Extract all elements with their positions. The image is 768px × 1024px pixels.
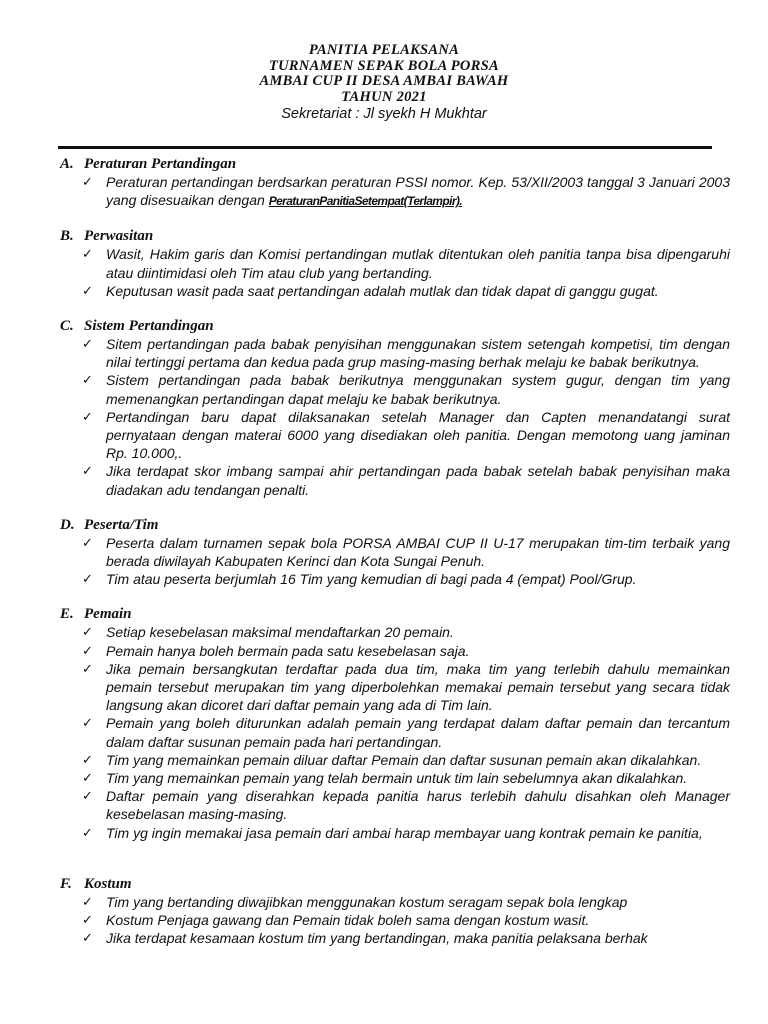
section-heading: Peserta/Tim bbox=[84, 516, 159, 533]
section-heading: Sistem Pertandingan bbox=[84, 318, 214, 335]
list-item-text: Daftar pemain yang diserahkan kepada panitia harus terlebih dahulu disahkan oleh Manager kesebelasan masing-masing. bbox=[106, 788, 730, 823]
checkmark-icon: ✓ bbox=[82, 282, 93, 298]
spacer bbox=[58, 842, 730, 858]
list-item-text: Tim yang memainkan pemain diluar daftar Pemain dan daftar susunan pemain akan dikalahkan. bbox=[106, 751, 702, 768]
section-list bbox=[58, 534, 730, 589]
section-list bbox=[58, 173, 730, 210]
checkmark-icon: ✓ bbox=[82, 372, 93, 388]
header-line-4: TAHUN 2021 bbox=[341, 88, 427, 105]
list-item-text: Jika terdapat skor imbang sampai ahir pertandingan pada babak setelah babak penyisihan maka diadakan adu tendangan penalti. bbox=[106, 463, 730, 498]
list-item bbox=[58, 769, 730, 787]
list-item bbox=[58, 408, 730, 463]
checkmark-icon: ✓ bbox=[82, 715, 93, 731]
header-line-3: AMBAI CUP II DESA AMBAI BAWAH bbox=[259, 73, 509, 89]
list-item-text: Wasit, Hakim garis dan Komisi pertandingan mutlak ditentukan oleh panitia tanpa bisa dipengaruhi atau diintimidasi oleh Tim atau club yang bertanding. bbox=[106, 246, 730, 281]
list-item-text: Pertandingan baru dapat dilaksanakan setelah Manager dan Capten menandatangi surat pernyataan dengan materai 6000 yang disediakan oleh panitia. Dengan memotong uang jaminan Rp. 10.000,. bbox=[106, 408, 730, 462]
checkmark-icon: ✓ bbox=[82, 770, 93, 786]
list-item-text: Peraturan pertandingan berdsarkan peraturan PSSI nomor. Kep. 53/XII/2003 tanggal 3 Januari 2003 yang disesuaikan dengan bbox=[106, 174, 730, 209]
section-heading: Perwasitan bbox=[84, 228, 154, 245]
section-letter: E. bbox=[60, 606, 74, 623]
list-item-text: Pemain yang boleh diturunkan adalah pemain yang terdapat dalam daftar pemain dan tercantum dalam daftar susunan pemain pada hari pertandingan. bbox=[106, 715, 730, 750]
list-item-suffix: PeraturanPanitiaSetempat(Terlampir). bbox=[268, 194, 463, 209]
list-item bbox=[58, 245, 730, 281]
list-item bbox=[58, 911, 730, 929]
section-list bbox=[58, 335, 730, 499]
checkmark-icon: ✓ bbox=[82, 824, 93, 840]
section-list bbox=[58, 245, 730, 300]
document-header bbox=[0, 43, 768, 123]
checkmark-icon: ✓ bbox=[82, 660, 93, 676]
section-title bbox=[58, 155, 730, 173]
list-item bbox=[58, 787, 730, 823]
list-item-text: Setiap kesebelasan maksimal mendaftarkan 20 pemain. bbox=[106, 624, 454, 641]
checkmark-icon: ✓ bbox=[82, 336, 93, 352]
checkmark-icon: ✓ bbox=[82, 463, 93, 479]
section-letter: D. bbox=[60, 516, 75, 533]
list-item-text: Sistem pertandingan pada babak berikutnya menggunakan system gugur, dengan tim yang memenangkan pertandingan dapat melaju ke babak berikutnya. bbox=[106, 372, 730, 407]
checkmark-icon: ✓ bbox=[82, 788, 93, 804]
list-item-text: Sitem pertandingan pada babak penyisihan menggunakan sistem setengah kompetisi, tim dengan nilai tertinggi pertama dan kedua pada grup masing-masing berhak melaju ke babak berikutnya. bbox=[106, 336, 730, 371]
checkmark-icon: ✓ bbox=[82, 534, 93, 550]
section-title bbox=[58, 317, 730, 335]
list-item bbox=[58, 824, 730, 842]
section-title bbox=[58, 875, 730, 893]
list-item bbox=[58, 570, 730, 588]
section-pemain bbox=[58, 605, 730, 857]
section-title bbox=[58, 227, 730, 245]
list-item-text: Tim yg ingin memakai jasa pemain dari ambai harap membayar uang kontrak pemain ke panitia, bbox=[106, 824, 703, 841]
list-item bbox=[58, 335, 730, 371]
list-item bbox=[58, 623, 730, 641]
section-letter: B. bbox=[60, 228, 74, 245]
checkmark-icon: ✓ bbox=[82, 912, 93, 928]
list-item bbox=[58, 462, 730, 498]
list-item bbox=[58, 714, 730, 750]
section-sistem-pertandingan bbox=[58, 317, 730, 499]
header-divider bbox=[58, 146, 712, 149]
section-letter: A. bbox=[60, 156, 74, 172]
list-item-text: Kostum Penjaga gawang dan Pemain tidak boleh sama dengan kostum wasit. bbox=[106, 912, 590, 929]
list-item bbox=[58, 929, 730, 947]
checkmark-icon: ✓ bbox=[82, 751, 93, 767]
list-item bbox=[58, 173, 730, 210]
list-item-text: Tim atau peserta berjumlah 16 Tim yang kemudian di bagi pada 4 (empat) Pool/Grup. bbox=[106, 571, 637, 588]
section-perwasitan bbox=[58, 227, 730, 300]
checkmark-icon: ✓ bbox=[82, 246, 93, 262]
checkmark-icon: ✓ bbox=[82, 408, 93, 424]
section-peserta bbox=[58, 516, 730, 589]
list-item-text: Peserta dalam turnamen sepak bola PORSA AMBAI CUP II U-17 merupakan tim-tim terbaik yang berada diwilayah Kabupaten Kerinci dan Kota Sungai Penuh. bbox=[106, 534, 730, 570]
list-item bbox=[58, 282, 730, 300]
document-body bbox=[58, 155, 730, 965]
list-item-text: Tim yang memainkan pemain yang telah bermain untuk tim lain sebelumnya akan dikalahkan. bbox=[106, 770, 688, 787]
list-item bbox=[58, 642, 730, 660]
section-title bbox=[58, 605, 730, 623]
list-item-text: Jika terdapat kesamaan kostum tim yang bertandingan, maka panitia pelaksana berhak bbox=[106, 930, 648, 947]
checkmark-icon: ✓ bbox=[82, 642, 93, 658]
list-item-text: Tim yang bertanding diwajibkan menggunakan kostum seragam sepak bola lengkap bbox=[106, 893, 628, 910]
section-letter: F. bbox=[60, 875, 72, 892]
header-line-1: PANITIA PELAKSANA bbox=[308, 42, 460, 58]
section-kostum bbox=[58, 875, 730, 948]
secretariat-address: Sekretariat : Jl syekh H Mukhtar bbox=[281, 106, 487, 122]
list-item bbox=[58, 534, 730, 570]
section-heading: Kostum bbox=[84, 875, 132, 892]
section-peraturan bbox=[58, 155, 730, 210]
header-line-2: TURNAMEN SEPAK BOLA PORSA bbox=[268, 57, 500, 74]
section-heading: Pemain bbox=[84, 606, 132, 623]
list-item bbox=[58, 371, 730, 407]
section-heading: Peraturan Pertandingan bbox=[84, 156, 237, 172]
checkmark-icon: ✓ bbox=[82, 624, 93, 640]
section-list bbox=[58, 623, 730, 841]
list-item bbox=[58, 660, 730, 715]
list-item-text: Pemain hanya boleh bermain pada satu kesebelasan saja. bbox=[106, 642, 470, 659]
section-title bbox=[58, 516, 730, 534]
list-item-text: Jika pemain bersangkutan terdaftar pada dua tim, maka tim yang terlebih dahulu memainkan pemain tersebut merupakan tim yang diperbolehkan memakai pemain tersebut yang secara tidak langsung akan dicoret dari daftar pemain yang ada di Tim lain. bbox=[106, 660, 730, 714]
list-item bbox=[58, 751, 730, 769]
checkmark-icon: ✓ bbox=[82, 174, 93, 189]
section-list bbox=[58, 893, 730, 948]
checkmark-icon: ✓ bbox=[82, 893, 93, 909]
list-item-text: Keputusan wasit pada saat pertandingan adalah mutlak dan tidak dapat di ganggu gugat. bbox=[106, 282, 659, 299]
checkmark-icon: ✓ bbox=[82, 930, 93, 946]
section-letter: C. bbox=[60, 318, 74, 335]
checkmark-icon: ✓ bbox=[82, 571, 93, 587]
list-item bbox=[58, 893, 730, 911]
